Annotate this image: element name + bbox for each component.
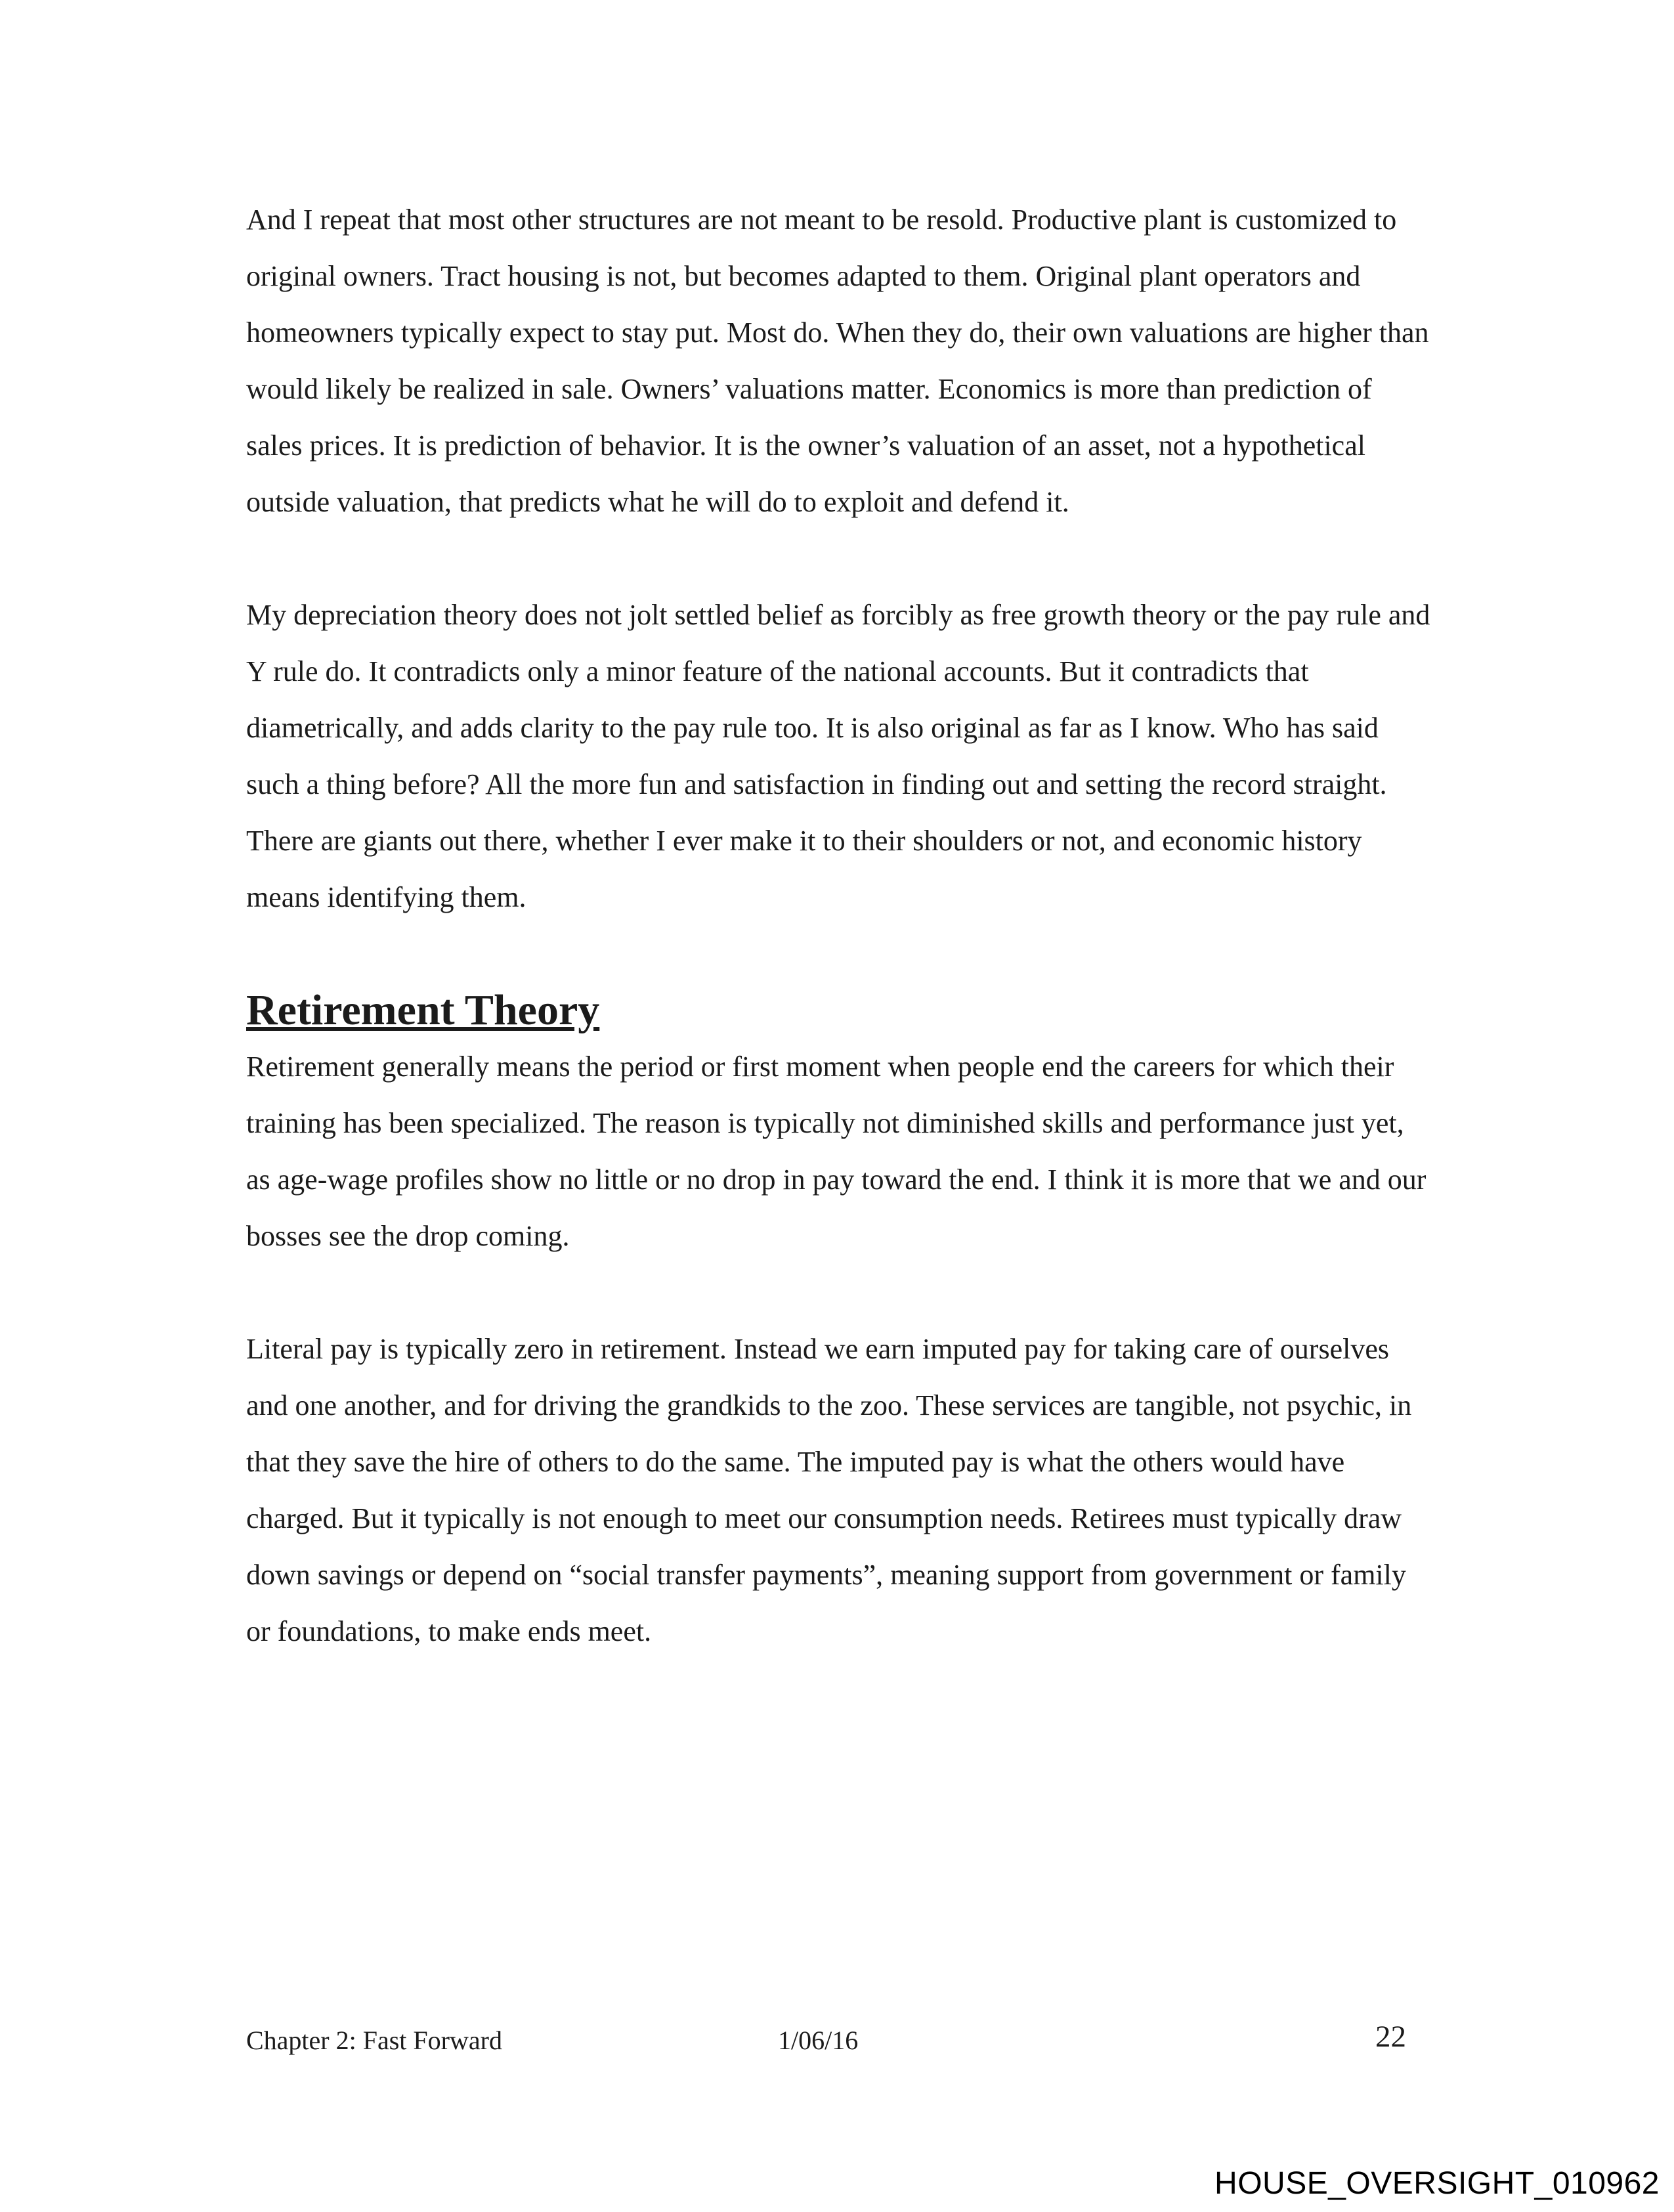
oversight-stamp: HOUSE_OVERSIGHT_010962: [1214, 2166, 1660, 2201]
footer-page-number: 22: [1375, 2020, 1406, 2054]
section-heading-retirement-theory: Retirement Theory: [246, 986, 600, 1034]
paragraph-depreciation-theory: My depreciation theory does not jolt settled belief as forcibly as free growth theory or the pay rule and Y rule do. It contradicts only a minor feature of the national accounts. But it contradicts that diametrically, and adds clarity to the pay rule too. It is also original as far as I know. Who has said such a thing before? All the more fun and satisfaction in finding out and setting the record straight. There are giants out there, whether I ever make it to their shoulders or not, and economic history means identifying them.: [246, 599, 1430, 913]
paragraph-literal-pay: Literal pay is typically zero in retirement. Instead we earn imputed pay for taking care of ourselves and one another, and for driving the grandkids to the zoo. These services are tangible, not psychic, in that they save the hire of others to do the same. The imputed pay is what the others would have charged. But it typically is not enough to meet our consumption needs. Retirees must typically draw down savings or depend on “social transfer payments”, meaning support from government or family or foundations, to make ends meet.: [246, 1333, 1412, 1647]
paragraph-retirement-meaning: Retirement generally means the period or first moment when people end the careers for which their training has been specialized. The reason is typically not diminished skills and performance just yet, as age-wage profiles show no little or no drop in pay toward the end. I think it is more that we and our bosses see the drop coming.: [246, 1051, 1427, 1252]
footer-chapter-title: Chapter 2: Fast Forward: [246, 2026, 502, 2055]
footer-date: 1/06/16: [778, 2026, 859, 2055]
paragraph-structures-resold: And I repeat that most other structures are not meant to be resold. Productive plant is customized to original owners. Tract housing is not, but becomes adapted to them. Original plant operators and homeowners typically expect to stay put. Most do. When they do, their own valuations are higher than would likely be realized in sale. Owners’ valuations matter. Economics is more than prediction of sales prices. It is prediction of behavior. It is the owner’s valuation of an asset, not a hypothetical outside valuation, that predicts what he will do to exploit and defend it.: [246, 204, 1429, 518]
document-body: [246, 192, 1434, 1716]
page-footer: [0, 2021, 1674, 2080]
